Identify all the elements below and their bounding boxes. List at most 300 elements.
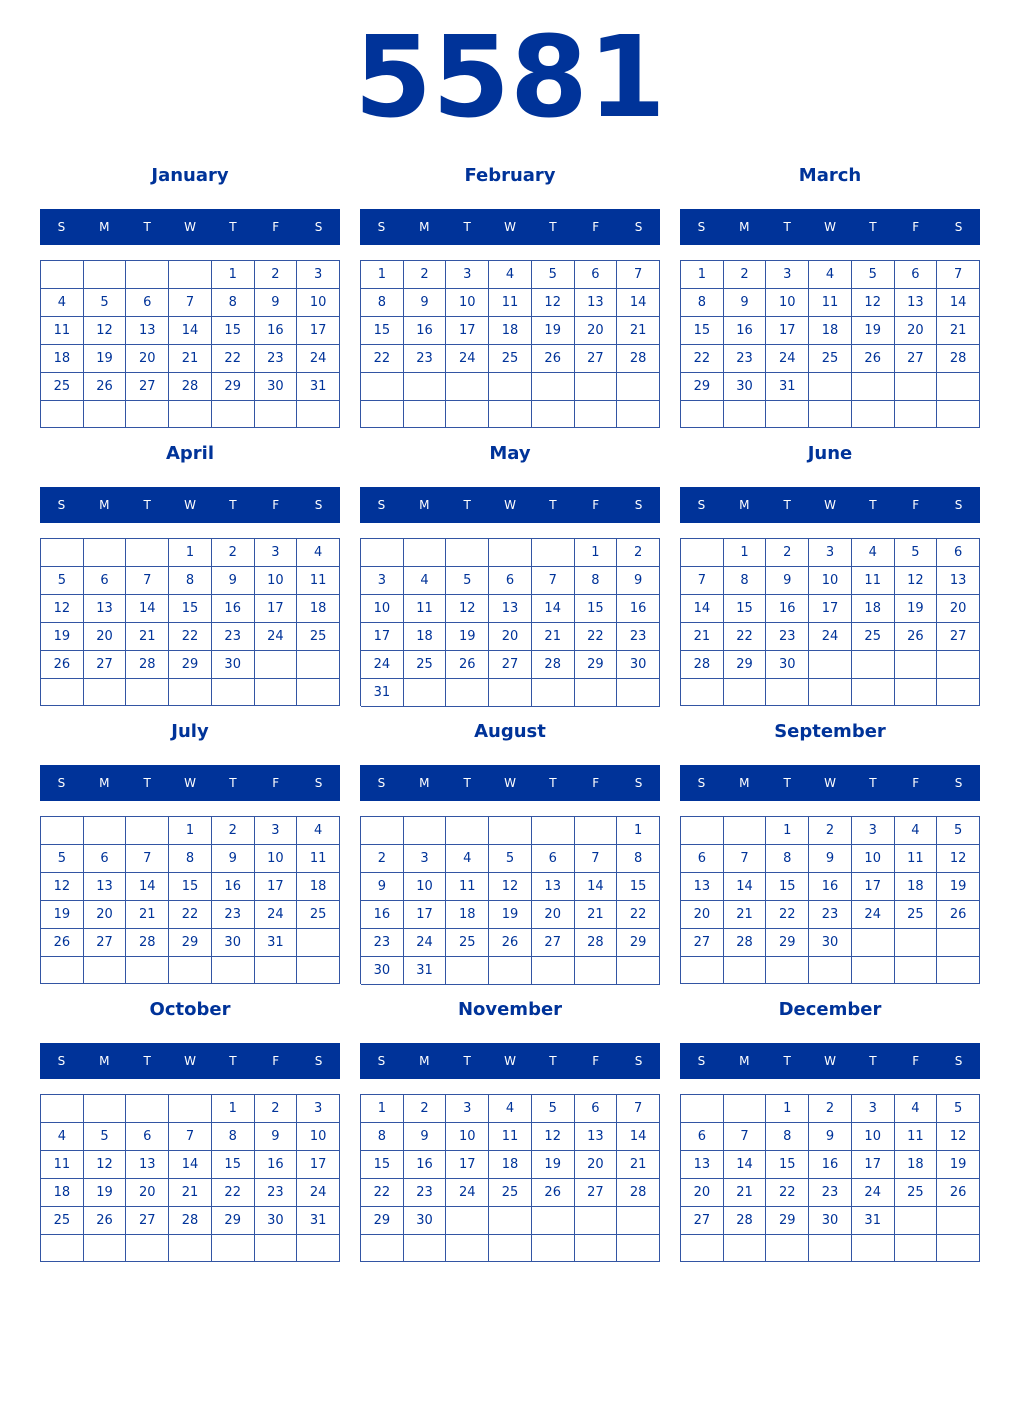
empty-day-cell — [937, 929, 980, 957]
day-cell: 28 — [724, 1207, 767, 1235]
day-cell: 5 — [895, 539, 938, 567]
day-cell: 6 — [126, 1123, 169, 1151]
day-cell: 19 — [937, 1151, 980, 1179]
weekday-label: F — [912, 220, 920, 234]
empty-day-cell — [41, 817, 84, 845]
day-cell: 11 — [489, 1123, 532, 1151]
day-cell: 10 — [404, 873, 447, 901]
weekday-label: S — [697, 498, 706, 512]
weekday-label: F — [272, 776, 280, 790]
weekday-label: T — [869, 776, 877, 790]
day-cell: 2 — [212, 817, 255, 845]
weekday-label: T — [783, 498, 791, 512]
day-cell: 24 — [446, 1179, 489, 1207]
weekday-label: W — [504, 776, 516, 790]
day-cell: 14 — [937, 289, 980, 317]
empty-day-cell — [937, 373, 980, 401]
day-cell: 29 — [681, 373, 724, 401]
weekday-label: S — [377, 776, 386, 790]
day-cell: 27 — [895, 345, 938, 373]
day-cell: 19 — [937, 873, 980, 901]
day-cell: 9 — [809, 845, 852, 873]
day-cell: 17 — [404, 901, 447, 929]
day-cell: 16 — [809, 873, 852, 901]
day-cell: 30 — [617, 651, 660, 679]
day-cell: 11 — [41, 1151, 84, 1179]
day-cell: 3 — [446, 261, 489, 289]
day-cell: 13 — [126, 1151, 169, 1179]
day-cell: 4 — [297, 817, 340, 845]
day-cell: 18 — [489, 1151, 532, 1179]
day-cell: 24 — [255, 623, 298, 651]
empty-day-cell — [681, 957, 724, 984]
day-cell: 21 — [937, 317, 980, 345]
day-cell: 20 — [895, 317, 938, 345]
weekday-header — [40, 765, 340, 801]
weekday-header — [680, 487, 980, 523]
day-cell: 1 — [575, 539, 618, 567]
day-cell: 29 — [617, 929, 660, 957]
day-cell: 26 — [532, 345, 575, 373]
empty-day-cell — [852, 957, 895, 984]
day-cell: 10 — [852, 845, 895, 873]
day-cell: 12 — [446, 595, 489, 623]
day-cell: 23 — [212, 901, 255, 929]
weekday-label: S — [57, 1054, 66, 1068]
empty-day-cell — [126, 261, 169, 289]
empty-day-cell — [41, 1095, 84, 1123]
day-cell: 1 — [212, 1095, 255, 1123]
weekday-label: M — [99, 1054, 110, 1068]
weekday-label: T — [783, 1054, 791, 1068]
weekday-label: M — [739, 776, 750, 790]
weekday-label: S — [314, 220, 323, 234]
days-grid — [40, 260, 340, 428]
day-cell: 1 — [212, 261, 255, 289]
weekday-label: S — [377, 220, 386, 234]
empty-day-cell — [297, 651, 340, 679]
day-cell: 5 — [937, 1095, 980, 1123]
empty-day-cell — [532, 679, 575, 707]
weekday-label: M — [419, 498, 430, 512]
day-cell: 20 — [84, 901, 127, 929]
day-cell: 11 — [852, 567, 895, 595]
day-cell: 12 — [895, 567, 938, 595]
weekday-label: M — [99, 220, 110, 234]
empty-day-cell — [852, 651, 895, 679]
day-cell: 25 — [489, 345, 532, 373]
day-cell: 3 — [766, 261, 809, 289]
day-cell: 17 — [255, 595, 298, 623]
empty-day-cell — [446, 817, 489, 845]
weekday-label: M — [739, 220, 750, 234]
day-cell: 29 — [169, 651, 212, 679]
day-cell: 31 — [852, 1207, 895, 1235]
day-cell: 4 — [489, 261, 532, 289]
empty-day-cell — [681, 539, 724, 567]
day-cell: 23 — [766, 623, 809, 651]
weekday-label: S — [697, 776, 706, 790]
day-cell: 13 — [575, 1123, 618, 1151]
day-cell: 8 — [724, 567, 767, 595]
day-cell: 8 — [766, 845, 809, 873]
day-cell: 14 — [681, 595, 724, 623]
day-cell: 20 — [126, 1179, 169, 1207]
day-cell: 9 — [361, 873, 404, 901]
days-grid — [360, 260, 660, 428]
day-cell: 9 — [724, 289, 767, 317]
empty-day-cell — [532, 817, 575, 845]
empty-day-cell — [404, 539, 447, 567]
empty-day-cell — [724, 679, 767, 706]
empty-day-cell — [766, 957, 809, 984]
day-cell: 19 — [532, 1151, 575, 1179]
day-cell: 3 — [852, 817, 895, 845]
empty-day-cell — [446, 539, 489, 567]
day-cell: 19 — [41, 623, 84, 651]
day-cell: 31 — [255, 929, 298, 957]
day-cell: 20 — [532, 901, 575, 929]
day-cell: 1 — [766, 817, 809, 845]
month-name: July — [171, 721, 209, 742]
weekday-label: S — [634, 776, 643, 790]
day-cell: 20 — [681, 901, 724, 929]
empty-day-cell — [809, 1235, 852, 1262]
month-name: April — [165, 443, 215, 464]
day-cell: 1 — [169, 817, 212, 845]
day-cell: 2 — [809, 1095, 852, 1123]
day-cell: 6 — [681, 1123, 724, 1151]
weekday-label: S — [57, 220, 66, 234]
empty-day-cell — [84, 261, 127, 289]
day-cell: 27 — [937, 623, 980, 651]
empty-day-cell — [852, 929, 895, 957]
empty-day-cell — [84, 1095, 127, 1123]
empty-day-cell — [895, 679, 938, 706]
day-cell: 20 — [489, 623, 532, 651]
day-cell: 1 — [681, 261, 724, 289]
day-cell: 3 — [297, 261, 340, 289]
day-cell: 6 — [575, 1095, 618, 1123]
day-cell: 16 — [617, 595, 660, 623]
day-cell: 2 — [809, 817, 852, 845]
empty-day-cell — [489, 373, 532, 401]
day-cell: 5 — [84, 289, 127, 317]
empty-day-cell — [126, 1235, 169, 1262]
day-cell: 23 — [724, 345, 767, 373]
empty-day-cell — [617, 373, 660, 401]
empty-day-cell — [84, 957, 127, 984]
empty-day-cell — [895, 957, 938, 984]
empty-day-cell — [681, 817, 724, 845]
day-cell: 3 — [255, 539, 298, 567]
day-cell: 16 — [766, 595, 809, 623]
day-cell: 12 — [532, 289, 575, 317]
day-cell: 6 — [489, 567, 532, 595]
day-cell: 27 — [532, 929, 575, 957]
day-cell: 25 — [895, 901, 938, 929]
day-cell: 13 — [937, 567, 980, 595]
empty-day-cell — [766, 401, 809, 428]
day-cell: 30 — [255, 373, 298, 401]
day-cell: 18 — [895, 873, 938, 901]
day-cell: 15 — [169, 873, 212, 901]
empty-day-cell — [489, 401, 532, 429]
day-cell: 16 — [212, 595, 255, 623]
empty-day-cell — [937, 401, 980, 428]
weekday-label: W — [184, 220, 196, 234]
day-cell: 27 — [575, 345, 618, 373]
empty-day-cell — [852, 679, 895, 706]
day-cell: 28 — [126, 929, 169, 957]
day-cell: 21 — [617, 317, 660, 345]
weekday-label: S — [377, 498, 386, 512]
empty-day-cell — [169, 957, 212, 984]
weekday-label: S — [697, 1054, 706, 1068]
empty-day-cell — [361, 373, 404, 401]
month-name: February — [464, 165, 556, 186]
day-cell: 13 — [681, 873, 724, 901]
day-cell: 24 — [809, 623, 852, 651]
empty-day-cell — [809, 651, 852, 679]
day-cell: 13 — [575, 289, 618, 317]
empty-day-cell — [126, 1095, 169, 1123]
day-cell: 8 — [169, 845, 212, 873]
month-name: December — [778, 999, 882, 1020]
day-cell: 17 — [297, 317, 340, 345]
empty-day-cell — [617, 957, 660, 985]
weekday-label: S — [634, 220, 643, 234]
day-cell: 8 — [575, 567, 618, 595]
day-cell: 12 — [489, 873, 532, 901]
empty-day-cell — [937, 679, 980, 706]
day-cell: 2 — [724, 261, 767, 289]
day-cell: 13 — [532, 873, 575, 901]
day-cell: 17 — [809, 595, 852, 623]
day-cell: 13 — [126, 317, 169, 345]
day-cell: 26 — [84, 1207, 127, 1235]
day-cell: 25 — [41, 373, 84, 401]
day-cell: 7 — [617, 1095, 660, 1123]
weekday-label: F — [912, 1054, 920, 1068]
day-cell: 7 — [681, 567, 724, 595]
weekday-label: S — [954, 498, 963, 512]
empty-day-cell — [489, 1235, 532, 1262]
day-cell: 29 — [212, 373, 255, 401]
day-cell: 8 — [361, 289, 404, 317]
empty-day-cell — [575, 373, 618, 401]
day-cell: 28 — [169, 373, 212, 401]
day-cell: 14 — [724, 873, 767, 901]
day-cell: 17 — [766, 317, 809, 345]
day-cell: 18 — [297, 595, 340, 623]
day-cell: 4 — [297, 539, 340, 567]
day-cell: 29 — [766, 929, 809, 957]
weekday-header — [360, 1043, 660, 1079]
empty-day-cell — [852, 1235, 895, 1262]
day-cell: 31 — [297, 373, 340, 401]
day-cell: 9 — [212, 845, 255, 873]
empty-day-cell — [895, 1235, 938, 1262]
day-cell: 9 — [404, 289, 447, 317]
day-cell: 16 — [404, 317, 447, 345]
day-cell: 25 — [852, 623, 895, 651]
empty-day-cell — [766, 679, 809, 706]
day-cell: 24 — [852, 1179, 895, 1207]
day-cell: 10 — [297, 289, 340, 317]
empty-day-cell — [126, 957, 169, 984]
weekday-label: S — [634, 498, 643, 512]
day-cell: 10 — [809, 567, 852, 595]
day-cell: 7 — [724, 1123, 767, 1151]
day-cell: 3 — [361, 567, 404, 595]
weekday-label: S — [954, 776, 963, 790]
empty-day-cell — [297, 679, 340, 706]
day-cell: 18 — [297, 873, 340, 901]
day-cell: 2 — [766, 539, 809, 567]
weekday-label: M — [99, 498, 110, 512]
day-cell: 15 — [212, 317, 255, 345]
day-cell: 22 — [212, 345, 255, 373]
day-cell: 1 — [724, 539, 767, 567]
day-cell: 12 — [532, 1123, 575, 1151]
empty-day-cell — [681, 1095, 724, 1123]
day-cell: 26 — [937, 1179, 980, 1207]
weekday-label: T — [869, 1054, 877, 1068]
day-cell: 4 — [41, 289, 84, 317]
day-cell: 27 — [489, 651, 532, 679]
weekday-header — [680, 765, 980, 801]
day-cell: 8 — [169, 567, 212, 595]
day-cell: 5 — [937, 817, 980, 845]
day-cell: 7 — [126, 567, 169, 595]
day-cell: 21 — [617, 1151, 660, 1179]
day-cell: 2 — [255, 261, 298, 289]
day-cell: 23 — [617, 623, 660, 651]
day-cell: 6 — [126, 289, 169, 317]
empty-day-cell — [255, 679, 298, 706]
day-cell: 1 — [361, 261, 404, 289]
day-cell: 24 — [255, 901, 298, 929]
day-cell: 9 — [404, 1123, 447, 1151]
day-cell: 18 — [852, 595, 895, 623]
empty-day-cell — [84, 679, 127, 706]
day-cell: 11 — [41, 317, 84, 345]
day-cell: 11 — [297, 845, 340, 873]
weekday-label: F — [592, 1054, 600, 1068]
day-cell: 8 — [361, 1123, 404, 1151]
month-name: August — [474, 721, 546, 742]
day-cell: 21 — [575, 901, 618, 929]
day-cell: 9 — [255, 1123, 298, 1151]
day-cell: 4 — [404, 567, 447, 595]
days-grid — [360, 1094, 660, 1262]
empty-day-cell — [489, 817, 532, 845]
day-cell: 26 — [84, 373, 127, 401]
empty-day-cell — [532, 1207, 575, 1235]
empty-day-cell — [724, 817, 767, 845]
day-cell: 20 — [575, 1151, 618, 1179]
day-cell: 22 — [361, 345, 404, 373]
empty-day-cell — [169, 1235, 212, 1262]
empty-day-cell — [126, 679, 169, 706]
day-cell: 30 — [724, 373, 767, 401]
weekday-label: W — [824, 498, 836, 512]
empty-day-cell — [809, 373, 852, 401]
empty-day-cell — [809, 679, 852, 706]
day-cell: 25 — [297, 901, 340, 929]
weekday-header — [40, 209, 340, 245]
weekday-header — [40, 1043, 340, 1079]
day-cell: 28 — [617, 345, 660, 373]
weekday-label: T — [229, 498, 237, 512]
day-cell: 22 — [169, 901, 212, 929]
weekday-label: T — [143, 776, 151, 790]
day-cell: 16 — [809, 1151, 852, 1179]
day-cell: 26 — [446, 651, 489, 679]
day-cell: 20 — [84, 623, 127, 651]
day-cell: 24 — [297, 345, 340, 373]
weekday-label: T — [549, 220, 557, 234]
empty-day-cell — [255, 1235, 298, 1262]
day-cell: 27 — [126, 373, 169, 401]
empty-day-cell — [937, 1207, 980, 1235]
day-cell: 2 — [212, 539, 255, 567]
day-cell: 25 — [297, 623, 340, 651]
day-cell: 28 — [617, 1179, 660, 1207]
day-cell: 24 — [766, 345, 809, 373]
empty-day-cell — [937, 957, 980, 984]
day-cell: 15 — [169, 595, 212, 623]
day-cell: 16 — [212, 873, 255, 901]
day-cell: 11 — [489, 289, 532, 317]
day-cell: 14 — [169, 1151, 212, 1179]
empty-day-cell — [446, 401, 489, 429]
day-cell: 26 — [937, 901, 980, 929]
weekday-label: S — [377, 1054, 386, 1068]
weekday-header — [360, 209, 660, 245]
day-cell: 23 — [212, 623, 255, 651]
day-cell: 15 — [212, 1151, 255, 1179]
day-cell: 4 — [809, 261, 852, 289]
day-cell: 18 — [809, 317, 852, 345]
weekday-label: F — [592, 776, 600, 790]
empty-day-cell — [575, 1207, 618, 1235]
empty-day-cell — [681, 1235, 724, 1262]
empty-day-cell — [126, 539, 169, 567]
day-cell: 5 — [84, 1123, 127, 1151]
day-cell: 7 — [532, 567, 575, 595]
day-cell: 4 — [895, 817, 938, 845]
empty-day-cell — [489, 539, 532, 567]
day-cell: 25 — [446, 929, 489, 957]
day-cell: 21 — [126, 623, 169, 651]
empty-day-cell — [489, 679, 532, 707]
day-cell: 28 — [532, 651, 575, 679]
day-cell: 2 — [617, 539, 660, 567]
day-cell: 12 — [84, 1151, 127, 1179]
empty-day-cell — [852, 373, 895, 401]
day-cell: 9 — [212, 567, 255, 595]
month-name: September — [774, 721, 886, 742]
day-cell: 7 — [126, 845, 169, 873]
day-cell: 30 — [212, 651, 255, 679]
day-cell: 16 — [404, 1151, 447, 1179]
day-cell: 25 — [809, 345, 852, 373]
empty-day-cell — [297, 957, 340, 984]
day-cell: 14 — [575, 873, 618, 901]
day-cell: 22 — [617, 901, 660, 929]
